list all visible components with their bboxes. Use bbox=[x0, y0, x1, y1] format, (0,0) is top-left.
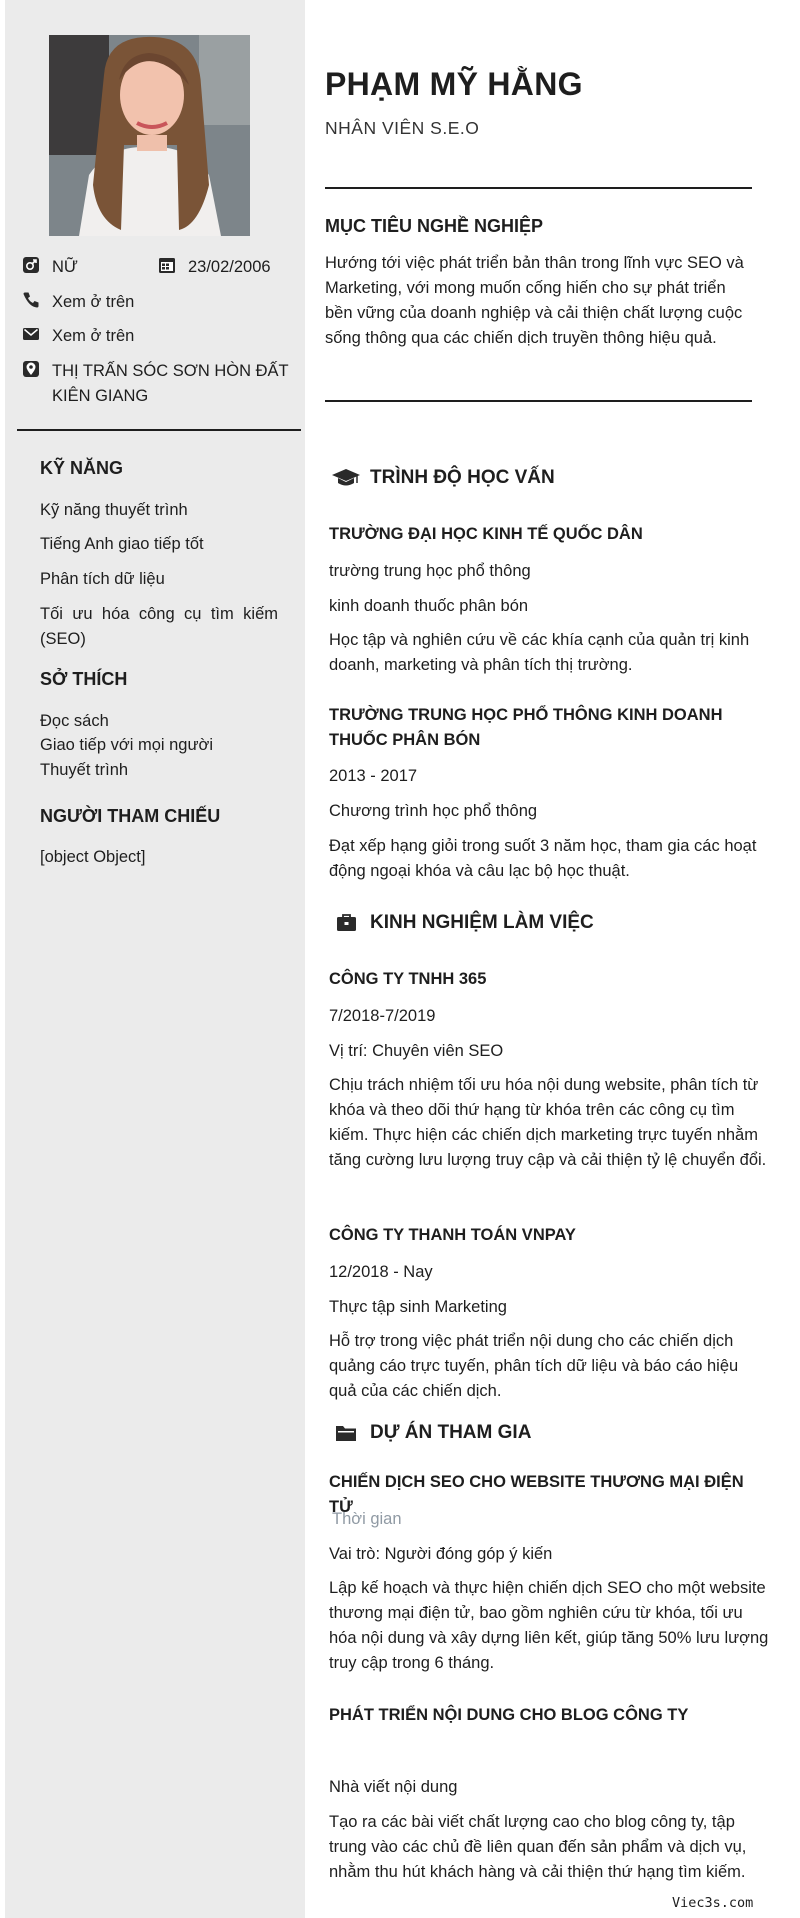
phone-value: Xem ở trên bbox=[52, 293, 135, 311]
education-description: Học tập và nghiên cứu về các khía cạnh của quản trị kinh doanh, marketing và phân tích thị trường. bbox=[329, 631, 750, 674]
education-heading: TRÌNH ĐỘ HỌC VẤN bbox=[370, 467, 555, 488]
experience-heading: KINH NGHIỆM LÀM VIỆC bbox=[370, 912, 594, 933]
hobbies-heading: SỞ THÍCH bbox=[40, 669, 128, 689]
project-description: Tạo ra các bài viết chất lượng cao cho blog công ty, tập trung vào các chủ đề liên quan đến sản phẩm và dịch vụ, nhằm thu hút khách hàng và cải thiện thứ hạng tìm kiếm. bbox=[329, 1813, 747, 1881]
profile-photo bbox=[49, 35, 250, 236]
education-line: trường trung học phổ thông bbox=[329, 562, 531, 580]
experience-period: 12/2018 - Nay bbox=[329, 1263, 433, 1281]
project-time: Thời gian bbox=[332, 1510, 402, 1528]
sidebar bbox=[5, 0, 305, 1918]
location-pin-icon bbox=[22, 360, 40, 378]
objective-divider bbox=[325, 400, 752, 402]
objective-text: Hướng tới việc phát triển bản thân trong lĩnh vực SEO và Marketing, với mong muốn cống hiến cho sự phát triển bền vững của doanh nghiệp và cải thiện chất lượng cuộc sống thông qua các chiến dịch truyền thông hiệu quả. bbox=[325, 254, 744, 347]
gender-icon bbox=[22, 256, 40, 274]
experience-description: Chịu trách nhiệm tối ưu hóa nội dung website, phân tích từ khóa và theo dõi thứ hạng từ khóa trên các công cụ tìm kiếm. Thực hiện các chiến dịch marketing trực tuyến nhằm tăng cường lưu lượng truy cập và cải thiện tỷ lệ chuyển đổi. bbox=[329, 1076, 767, 1169]
project-role: Nhà viết nội dung bbox=[329, 1778, 458, 1796]
folder-icon bbox=[331, 1421, 361, 1445]
project-role: Vai trò: Người đóng góp ý kiến bbox=[329, 1545, 553, 1563]
job-title: NHÂN VIÊN S.E.O bbox=[325, 118, 480, 138]
experience-period: 7/2018-7/2019 bbox=[329, 1007, 436, 1025]
mail-icon bbox=[22, 325, 40, 343]
hobby-item: Thuyết trình bbox=[40, 761, 129, 779]
skill-item: Kỹ năng thuyết trình bbox=[40, 501, 188, 519]
header-divider bbox=[325, 187, 752, 189]
experience-description: Hỗ trợ trong việc phát triển nội dung cho các chiến dịch quảng cáo trực tuyến, phân tích dữ liệu và báo cáo hiệu quả của các chiến dịch. bbox=[329, 1332, 739, 1400]
education-school: TRƯỜNG TRUNG HỌC PHỔ THÔNG KINH DOANH THUỐC PHÂN BÓN bbox=[329, 706, 723, 749]
address-value: THỊ TRẤN SÓC SƠN HÒN ĐẤT KIÊN GIANG bbox=[52, 362, 289, 405]
education-line: Chương trình học phổ thông bbox=[329, 802, 538, 820]
experience-position: Thực tập sinh Marketing bbox=[329, 1298, 507, 1316]
watermark: Viec3s.com bbox=[672, 1895, 754, 1911]
email-value: Xem ở trên bbox=[52, 327, 135, 345]
portrait-photo bbox=[49, 35, 250, 236]
experience-company: CÔNG TY THANH TOÁN VNPAY bbox=[329, 1226, 576, 1244]
experience-position: Vị trí: Chuyên viên SEO bbox=[329, 1042, 504, 1060]
references-heading: NGƯỜI THAM CHIẾU bbox=[40, 806, 221, 826]
education-period: 2013 - 2017 bbox=[329, 767, 418, 785]
phone-icon bbox=[22, 291, 40, 309]
hobby-item: Giao tiếp với mọi người bbox=[40, 736, 214, 754]
education-description: Đạt xếp hạng giỏi trong suốt 3 năm học, tham gia các hoạt động ngoại khóa và câu lạc bộ học thuật. bbox=[329, 837, 757, 880]
graduation-cap-icon bbox=[331, 466, 361, 490]
project-name: CHIẾN DỊCH SEO CHO WEBSITE THƯƠNG MẠI ĐIỆN TỬ bbox=[329, 1473, 744, 1516]
skills-heading: KỸ NĂNG bbox=[40, 458, 124, 478]
objective-heading: MỤC TIÊU NGHỀ NGHIỆP bbox=[325, 216, 544, 236]
birthday-value: 23/02/2006 bbox=[188, 258, 271, 276]
projects-heading: DỰ ÁN THAM GIA bbox=[370, 1422, 532, 1443]
project-description: Lập kế hoạch và thực hiện chiến dịch SEO cho một website thương mại điện tử, bao gồm nghiên cứu từ khóa, tối ưu hóa nội dung và xây dựng liên kết, giúp tăng 50% lưu lượng truy cập trong 6 tháng. bbox=[329, 1579, 769, 1672]
sidebar-divider bbox=[17, 429, 301, 431]
briefcase-icon bbox=[331, 911, 361, 935]
skill-item: Tối ưu hóa công cụ tìm kiếm (SEO) bbox=[40, 605, 278, 648]
project-name: PHÁT TRIỂN NỘI DUNG CHO BLOG CÔNG TY bbox=[329, 1706, 689, 1724]
calendar-icon bbox=[158, 256, 176, 274]
education-school: TRƯỜNG ĐẠI HỌC KINH TẾ QUỐC DÂN bbox=[329, 525, 643, 543]
education-line: kinh doanh thuốc phân bón bbox=[329, 597, 529, 615]
candidate-name: PHẠM MỸ HẰNG bbox=[325, 66, 583, 102]
skill-item: Tiếng Anh giao tiếp tốt bbox=[40, 535, 204, 553]
experience-company: CÔNG TY TNHH 365 bbox=[329, 970, 487, 988]
hobby-item: Đọc sách bbox=[40, 712, 109, 730]
skill-item: Phân tích dữ liệu bbox=[40, 570, 165, 588]
references-value: [object Object] bbox=[40, 848, 146, 866]
gender-value: NỮ bbox=[52, 258, 79, 276]
